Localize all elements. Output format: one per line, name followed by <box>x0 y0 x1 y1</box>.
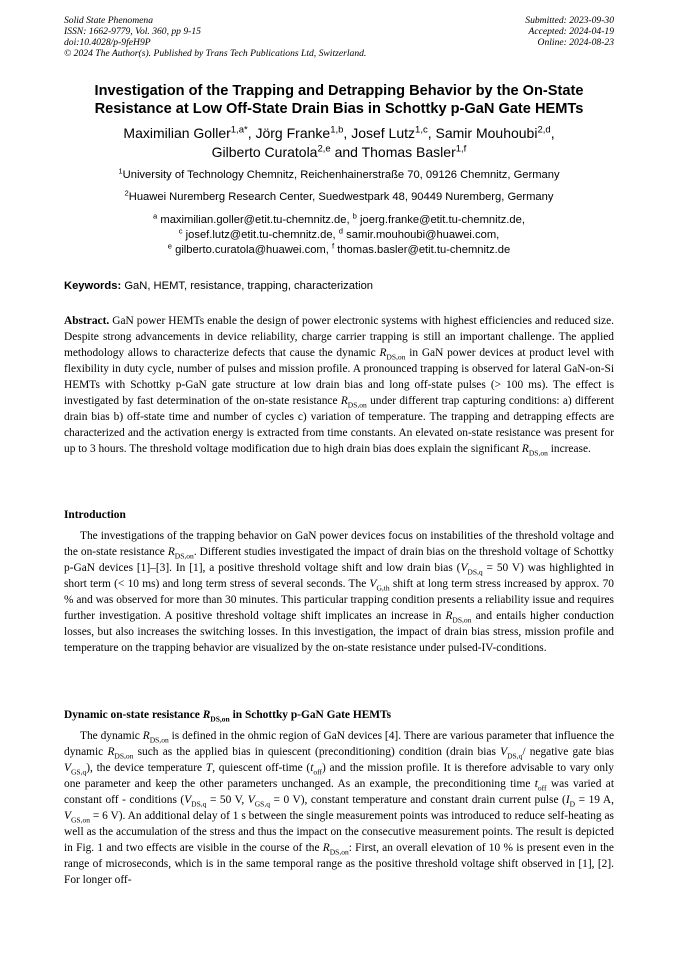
abstract-text: in GaN power devices at product level with flexibility in duty cycle, number of pulses and mission profile. A pronounced trapping is observed for lateral GaN-on-Si HEMTs with Schottky p-GaN gate structure at low drain bias and long off-state pulses (> 100 ms). The effect is investigated by fast determination of the on-state resistance <box>64 347 614 407</box>
author: Samir Mouhoubi <box>435 125 538 141</box>
rdson-symbol: $R_{DS,on}$ <box>340 395 367 410</box>
section-heading-dynamic-rdson <box>64 708 614 722</box>
heading-text: Dynamic on-state resistance <box>64 709 200 721</box>
abstract <box>64 313 614 457</box>
affiliation-mark: 2 <box>124 188 129 198</box>
vgson-symbol: $V_{GS,on}$ <box>64 810 90 825</box>
body-text: = 50 V, <box>209 794 245 806</box>
body-text: The investigations of the trapping behavior on GaN power devices focus on instabilities of the threshold voltage and the on-state resistance <box>64 530 614 558</box>
journal-name: Solid State Phenomena <box>64 15 153 26</box>
body-text: = 6 V). An additional delay of 1 s between the single measurement points was introduced to reduce self-heating as well as the accumulation of the stress and thus the impact on the consecutive measurement points. The result is depicted in Fig. 1 and two effects are visible in the course of the <box>64 810 614 854</box>
affiliation-text: University of Technology Chemnitz, Reichenhainerstraße 70, 09126 Chemnitz, Germany <box>122 169 560 181</box>
author-mark: 1,a* <box>230 124 248 136</box>
body-text: is defined in the ohmic region of GaN devices [4]. There are various parameter that influence the dynamic <box>64 730 614 758</box>
toff-symbol: $t_{off}$ <box>534 778 547 793</box>
body-text: and entails higher conduction losses, but also increases the switching losses. In this investigation, the impact of drain bias stress, mission profile and temperature on the trapping behavior are visualized by the on-state resistance under pulsed-IV-conditions. <box>64 610 614 654</box>
body-text: . Different studies investigated the impact of drain bias on the threshold voltage of Schottky p-GaN devices [1]–[3]. In [1], a positive threshold voltage shift and low drain bias ( <box>64 546 614 574</box>
vdsq-symbol: $V_{DS,q}$ <box>500 746 523 761</box>
copyright: © 2024 The Author(s). Published by Trans Tech Publications Ltd, Switzerland. <box>64 48 367 59</box>
email-list: $^a$ maximilian.goller@etit.tu-chemnitz.de, $^b$ joerg.franke@etit.tu-chemnitz.de, $^c$ josef.lutz@etit.tu-chemnitz.de, $^d$ samir.mouhoubi@huawei.com, $^e$ gilberto.curatola@huawei.com, $^f$ thomas.basler@etit.tu-chemnitz.de <box>153 211 525 256</box>
body-text: , quiescent off-time ( <box>212 762 311 774</box>
affiliation-mark: 1 <box>118 166 123 176</box>
author: Gilberto Curatola <box>211 144 318 160</box>
dynamic-rdson-paragraph <box>64 728 614 888</box>
affiliation-1 <box>60 168 618 182</box>
rdson-symbol: $R_{DS,on}$ <box>322 842 349 857</box>
body-text: = 0 V), constant temperature and constant drain current pulse ( <box>273 794 566 806</box>
author-mark: 2,e <box>317 143 331 155</box>
submitted-date: Submitted: 2023-09-30 <box>525 15 614 26</box>
title-line-2: Resistance at Low Off-State Drain Bias in Schottky p-GaN Gate HEMTs <box>94 101 584 117</box>
toff-symbol: $t_{off}$ <box>310 762 323 777</box>
abstract-text: GaN power HEMTs enable the design of power electronic systems with highest efficiencies and reduced size. Despite strong advancements in device reliability, charge carrier trapping is still an important challenge. The applied methodology allows to characterize defects that cause the dynamic <box>64 315 614 359</box>
abstract-label: Abstract. <box>64 315 110 327</box>
abstract-text: increase. <box>550 443 591 455</box>
email-link[interactable]: maximilian.goller@etit.tu-chemnitz.de, <box>160 214 350 226</box>
body-text: / negative gate bias <box>522 746 614 758</box>
author-mark: 1,b <box>330 124 344 136</box>
rdson-symbol: $R_{DS,on}$ <box>202 709 230 724</box>
vgth-symbol: $V_{G,th}$ <box>369 578 390 593</box>
abstract-text: under different trap capturing conditions: a) different drain bias b) off-state time and number of cycles c) variation of temperature. The trapping and detrapping effects are characterized and the activation energy is extracted from time constants. An elevated on-state resistance was present for up to 3 hours. The threshold voltage modification due to high drain bias does explain the significant <box>64 395 614 455</box>
keywords-label: Keywords: <box>64 280 122 292</box>
rdson-symbol: $R_{DS,on}$ <box>379 347 406 362</box>
journal-header-right <box>525 15 614 48</box>
author-mark: 1,c <box>415 124 428 136</box>
email-link[interactable]: joerg.franke@etit.tu-chemnitz.de, <box>360 214 525 226</box>
keywords <box>64 279 614 293</box>
paper-title <box>60 82 618 118</box>
accepted-date: Accepted: 2024-04-19 <box>528 26 614 37</box>
heading-text: in Schottky p-GaN Gate HEMTs <box>232 709 392 721</box>
author-mark: 2,d <box>537 124 551 136</box>
author: Josef Lutz <box>351 125 416 141</box>
section-heading-introduction: Introduction <box>64 509 126 521</box>
vgsq-symbol: $V_{GS,q}$ <box>64 762 87 777</box>
rdson-symbol: $R_{DS,on}$ <box>167 546 194 561</box>
rdson-symbol: $R_{DS,on}$ <box>521 443 548 458</box>
vdsq-symbol: $V_{DS,q}$ <box>460 562 483 577</box>
email-link[interactable]: gilberto.curatola@huawei.com, <box>175 244 329 256</box>
temperature-symbol: T <box>205 762 213 774</box>
author-list: Maximilian Goller$^{1,a*}$, Jörg Franke$^{1,b}$, Josef Lutz$^{1,c}$, Samir Mouhoubi$^{2,d}$, Gilberto Curatola$^{2,e}$ and Thomas Basler$^{1,f}$ <box>123 124 555 160</box>
keywords-text: GaN, HEMT, resistance, trapping, characterization <box>124 280 374 292</box>
vdsq-symbol: $V_{DS,q}$ <box>184 794 207 809</box>
online-date: Online: 2024-08-23 <box>537 37 614 48</box>
body-text: = 50 V) was highlighted in short term (< 10 ms) and long term stress of several seconds. The <box>64 562 614 590</box>
author: Maximilian Goller <box>123 125 231 141</box>
body-text: such as the applied bias in quiescent (preconditioning) condition (drain bias <box>137 746 496 758</box>
body-text: : First, an overall elevation of 10 % is present even in the range of microseconds, which is in the same temporal range as the positive threshold voltage shift observed in [1], [2]. For longer off- <box>64 842 614 886</box>
email-link[interactable]: josef.lutz@etit.tu-chemnitz.de, <box>185 229 336 241</box>
title-line-1: Investigation of the Trapping and Detrapping Behavior by the On-State <box>94 83 584 99</box>
author: Jörg Franke <box>255 125 331 141</box>
journal-header-left <box>64 15 366 59</box>
body-text: The dynamic <box>80 730 140 742</box>
issn: ISSN: 1662-9779, Vol. 360, pp 9-15 <box>64 26 201 37</box>
author-mark: 1,f <box>455 143 467 155</box>
affiliation-text: Huawei Nuremberg Research Center, Suedwestpark 48, 90449 Nuremberg, Germany <box>128 191 554 203</box>
introduction-paragraph <box>64 528 614 656</box>
email-link[interactable]: samir.mouhoubi@huawei.com, <box>346 229 500 241</box>
body-text: = 19 A, <box>578 794 614 806</box>
author-and: and <box>334 144 358 160</box>
body-text: was varied at constant off - conditions ( <box>64 778 614 806</box>
affiliation-2 <box>60 190 618 204</box>
rdson-symbol: $R_{DS,on}$ <box>445 610 472 625</box>
id-symbol: $I_D$ <box>565 794 576 809</box>
body-text: ) and the mission profile. It is therefore advisable to vary only one parameter and keep the other parameters unchanged. As an example, the preconditioning time <box>64 762 614 790</box>
vgsq-symbol: $V_{GS,q}$ <box>247 794 270 809</box>
rdson-symbol: $R_{DS,on}$ <box>107 746 134 761</box>
email-link[interactable]: thomas.basler@etit.tu-chemnitz.de <box>337 244 511 256</box>
author: Thomas Basler <box>361 144 456 160</box>
body-text: ), the device temperature <box>86 762 203 774</box>
doi: doi:10.4028/p-9feH9P <box>64 37 151 48</box>
body-text: shift at long term stress increased by approx. 70 % and was observed for more than 30 minutes. This particular trapping condition presents a reliability issue and requires further investigation. A positive threshold voltage shift implicates an increase in <box>64 578 614 622</box>
rdson-symbol: $R_{DS,on}$ <box>142 730 169 745</box>
